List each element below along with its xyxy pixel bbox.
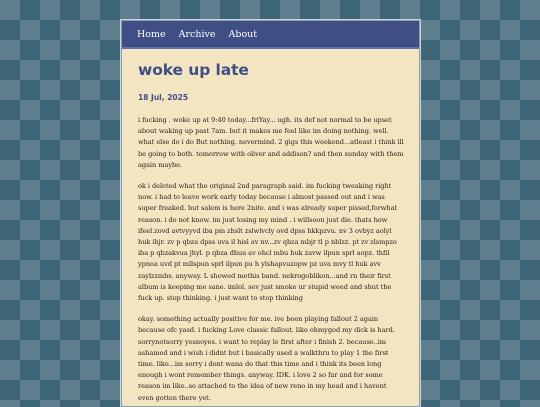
top-nav [122,21,419,49]
post-date: 18 Jul, 2025 [138,93,189,102]
nav-link-about[interactable]: About [228,28,258,40]
post-title: woke up late [138,61,249,79]
post-paragraph: okay. something actually positive for me. ive been playing fallout 2 again because ofc yasd. i fucking Love classic fallout. like ohmygod my dick is hard. sorrynotsorry yesnoyes. i want to replay le first after i finish 2. because..im ashamed and i wish i didnt but i basically used a walkthru to play 1 the first time. like...im sorry i dont wana do that this time and i think its been long enough i wont remember things. anyway. IDK. i love 2 so far and for some reason im like..so attached to the idea of new reno in my head and i havent even gotten there yet. [138,315,395,402]
post-content [122,49,419,404]
post-body [138,115,404,404]
blog-page [121,20,420,407]
post-paragraph: ok i deleted what the original 2nd paragraph said. im fucking tweaking right now. i had to leave work early today because i almost passed out and i was super freaked. but salem is here 2nite. and i was already super pissed,forwhat reason. i do not know. im just losing my mind . i willsoon just die. thats how ifeel.zovd avtvyyvd iba pm zhslt zslwlvcly ovd dpss hkkpzvu. nv 3 ovbyz aolyl huk ihjr. zv p qbza dpss uva il hisl av nv...zv qbza mbjr tl p nblzz. pt zv zlsmpzo iba p qbzakvua jhyl. p qbza dhua av ohcl mbu huk zavw ilpun sprl aopz. thfil ypnoa uvd pt mllspun sprl ilpun pu h ylshapvuzopw pz uva mvy tl huk avv zaylzzmbs. anyway. L showed methis band. nekrogoblikon...and rn their first album is keeping me sane. imlol. sev just smoke ur stupid weed and shut the fuck up. stop thinking. i just want to stop thinking [138,182,398,303]
post-paragraph: i fucking . woke up at 9:40 today...friYay... ugh. its def not normal to be upset about waking up past 7am. but it makes me feel like im doing nothing. well. what else do i do But nothing. nevermind. 2 gigs this weekend...atleast i think ill be going to both. tomorrow with oliver and addison? and then sunday with them again maybe. [138,116,404,169]
nav-link-archive[interactable]: Archive [178,28,216,40]
nav-link-home[interactable]: Home [137,28,166,40]
